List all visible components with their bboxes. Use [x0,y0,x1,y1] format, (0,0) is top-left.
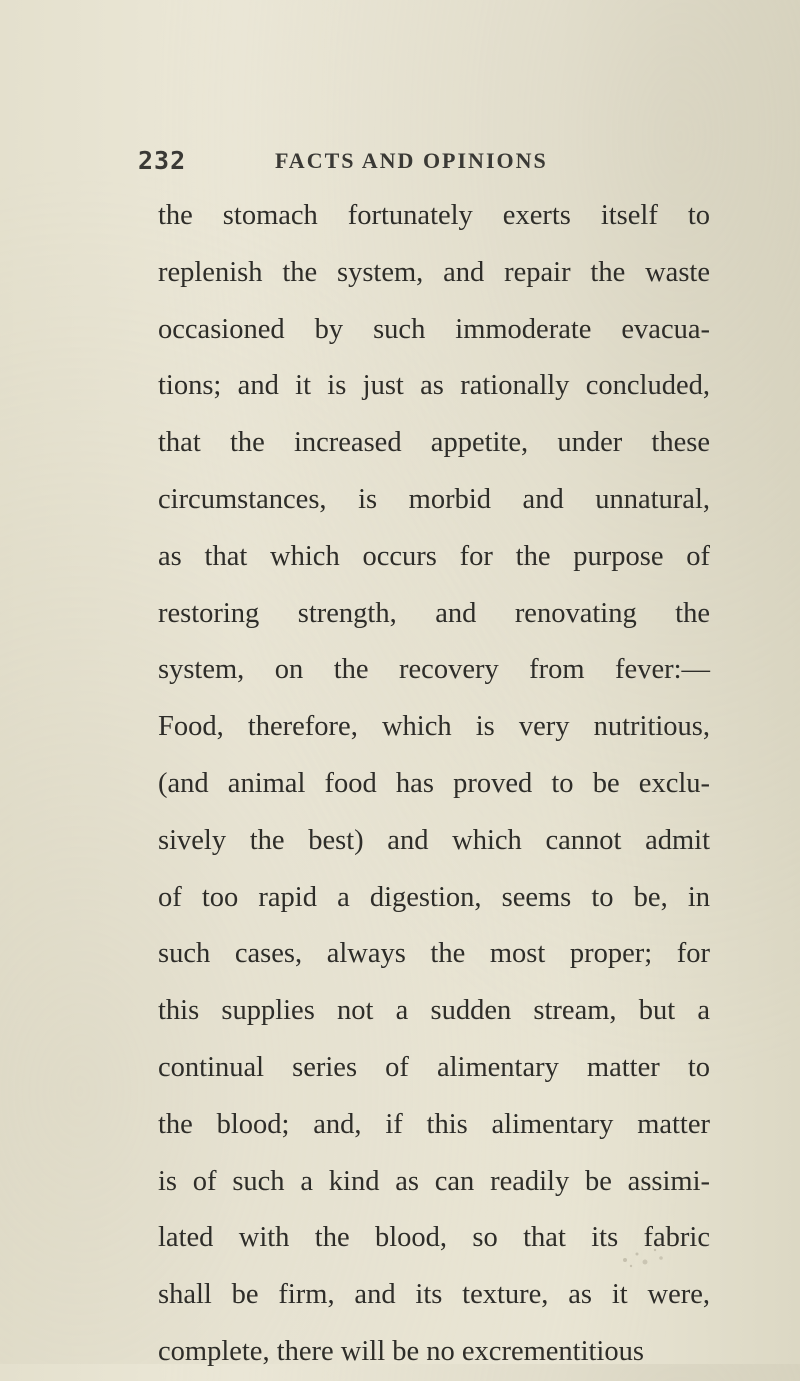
text-line: continual series of alimentary matter to [158,1051,710,1083]
text-line: that the increased appetite, under these [158,427,710,459]
page-number: 232 [138,146,187,175]
running-head-title: FACTS AND OPINIONS [275,148,548,173]
text-line: of too rapid a digestion, seems to be, in [158,881,710,913]
text-line: the stomach fortunately exerts itself to [158,200,710,231]
running-head [138,146,698,182]
text-line: tions; and it is just as rationally concluded, [158,370,710,402]
text-line: shall be firm, and its texture, as it were, [158,1279,710,1311]
text-line: this supplies not a sudden stream, but a [158,995,710,1027]
text-line: sively the best) and which cannot admit [158,824,710,856]
text-line: occasioned by such immoderate evacua- [158,313,710,345]
text-line: (and animal food has proved to be exclu- [158,767,710,799]
text-line: replenish the system, and repair the waste [158,256,710,288]
text-line: the blood; and, if this alimentary matter [158,1108,710,1140]
paper-stain [615,1232,675,1272]
text-line: restoring strength, and renovating the [158,597,710,629]
text-line: circumstances, is morbid and unnatural, [158,483,710,515]
text-line: as that which occurs for the purpose of [158,540,710,572]
text-line: system, on the recovery from fever:— [158,654,710,686]
text-line: Food, therefore, which is very nutritious, [158,711,710,743]
text-line: such cases, always the most proper; for [158,938,710,970]
text-line: is of such a kind as can readily be assimi- [158,1165,710,1197]
text-line: complete, there will be no excrementitious [158,1335,644,1367]
text-line: lated with the blood, so that its fabric [158,1222,710,1254]
body-text [158,188,710,1381]
